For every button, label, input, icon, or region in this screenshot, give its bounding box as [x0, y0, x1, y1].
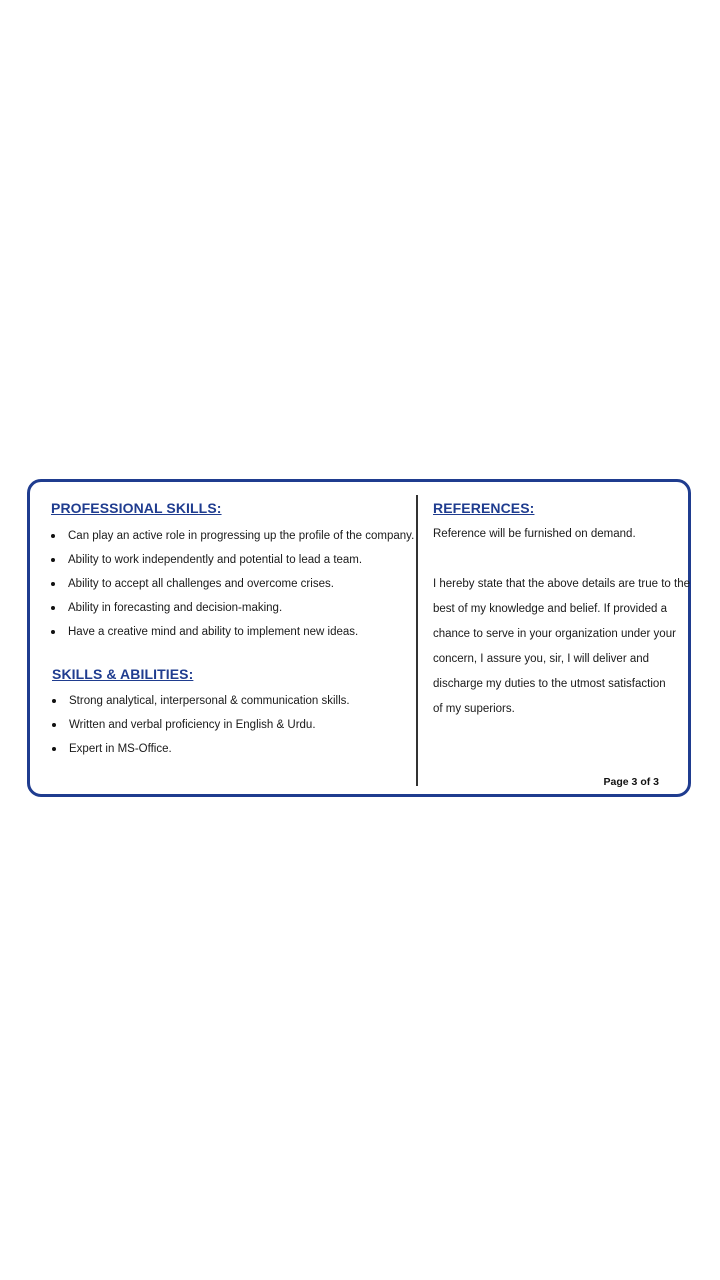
list-item-text: Ability to accept all challenges and overcome crises.	[68, 578, 334, 590]
list-item	[52, 713, 350, 737]
declaration-line: of my superiors.	[433, 703, 515, 715]
references-heading: REFERENCES:	[433, 500, 535, 516]
skills-abilities-heading: SKILLS & ABILITIES:	[52, 666, 194, 682]
list-item-text: Have a creative mind and ability to implement new ideas.	[68, 626, 359, 638]
declaration-line: best of my knowledge and belief. If provided a	[433, 603, 667, 615]
list-item	[51, 524, 414, 548]
list-item	[51, 572, 414, 596]
list-item	[51, 620, 414, 644]
declaration-line: discharge my duties to the utmost satisfaction	[433, 678, 666, 690]
declaration-line: chance to serve in your organization under your	[433, 628, 676, 640]
declaration-line: I hereby state that the above details are true to the	[433, 578, 690, 590]
bullet-icon	[51, 582, 55, 586]
page-number: Page 3 of 3	[603, 776, 659, 788]
list-item	[52, 689, 350, 713]
resume-page-card	[27, 479, 691, 797]
list-item-text: Strong analytical, interpersonal & communication skills.	[69, 695, 350, 707]
list-item-text: Ability to work independently and potential to lead a team.	[68, 554, 363, 566]
declaration-line: concern, I assure you, sir, I will deliver and	[433, 653, 650, 665]
list-item-text: Ability in forecasting and decision-making.	[68, 602, 283, 614]
bullet-icon	[51, 558, 55, 562]
list-item-text: Expert in MS-Office.	[69, 743, 172, 755]
bullet-icon	[51, 534, 55, 538]
list-item	[51, 548, 414, 572]
bullet-icon	[52, 699, 56, 703]
list-item-text: Written and verbal proficiency in English & Urdu.	[69, 719, 316, 731]
bullet-icon	[51, 606, 55, 610]
list-item	[51, 596, 414, 620]
professional-skills-heading: PROFESSIONAL SKILLS:	[51, 500, 222, 516]
skills-abilities-list	[52, 689, 350, 761]
list-item	[52, 737, 350, 761]
bullet-icon	[51, 630, 55, 634]
list-item-text: Can play an active role in progressing up the profile of the company.	[68, 530, 415, 542]
bullet-icon	[52, 723, 56, 727]
column-divider	[416, 495, 418, 786]
bullet-icon	[52, 747, 56, 751]
references-text: Reference will be furnished on demand.	[433, 528, 636, 540]
professional-skills-list	[51, 524, 414, 644]
